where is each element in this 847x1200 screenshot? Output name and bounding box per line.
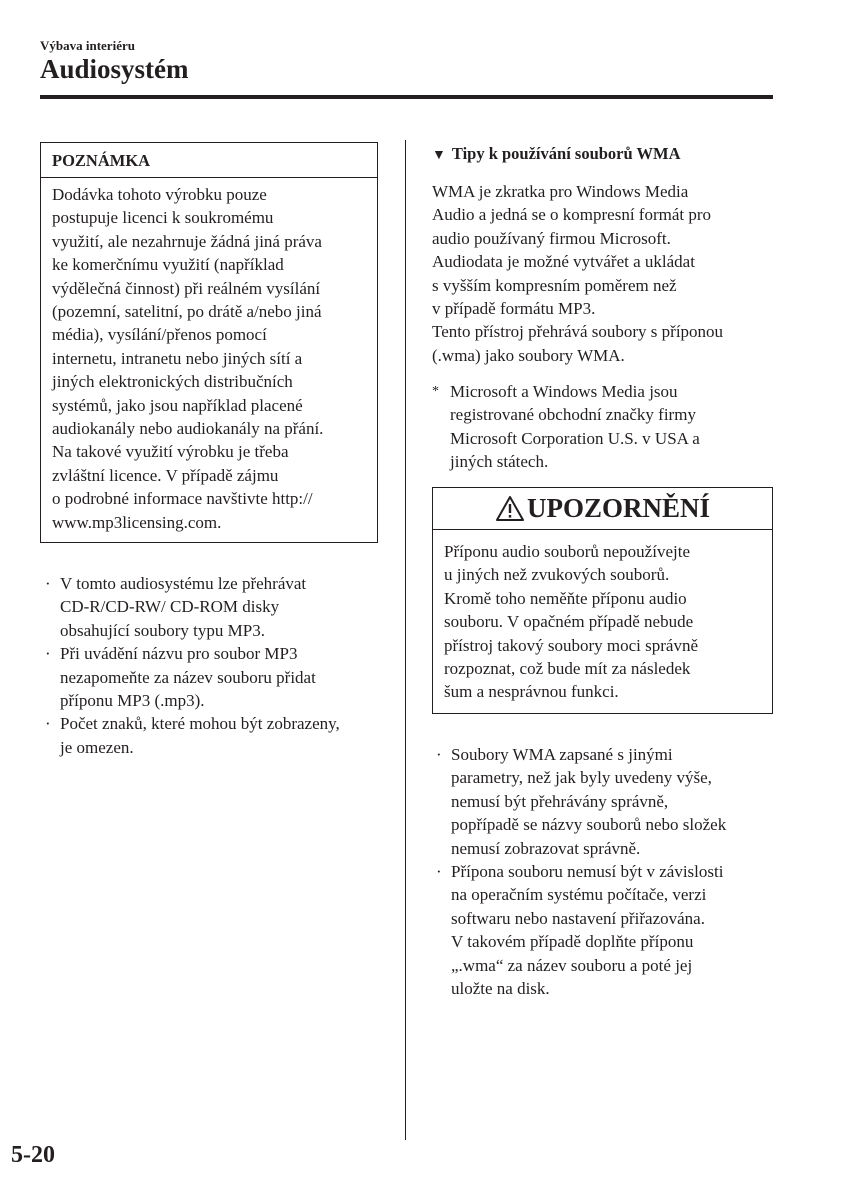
bullet-line: nemusí zobrazovat správně. [451,838,641,858]
footnote-line: jiných státech. [450,452,549,472]
bullet-line: V tomto audiosystému lze přehrávat [60,574,307,593]
tips-line: v případě formátu MP3. [432,299,596,319]
note-line: www.mp3licensing.com. [52,512,222,532]
list-item [42,572,387,642]
bullet-line: nezapomeňte za název souboru přidat [60,667,316,687]
note-heading: POZNÁMKA [41,143,377,178]
bullet-line: příponu MP3 (.mp3). [60,691,205,711]
bullet-line: Při uvádění názvu pro soubor MP3 [60,644,298,664]
list-item [433,743,778,860]
footnote-line: registrované obchodní značky firmy [450,405,696,425]
note-line: média), vysílání/přenos pomocí [52,325,267,345]
bullet-line: Počet znaků, které mohou být zobrazeny, [60,714,340,734]
note-line: ke komerčnímu využití (například [52,255,284,275]
footnote-line: Microsoft Corporation U.S. v USA a [450,428,700,448]
warning-line: šum a nesprávnou funkci. [444,682,619,702]
note-box [40,142,378,543]
warning-heading [433,488,772,530]
bullet-line: nemusí být přehrávány správně, [451,791,669,811]
warning-line: Kromě toho neměňte příponu audio [444,588,687,608]
title-rule [40,95,773,99]
note-line: (pozemní, satelitní, po drátě a/nebo jiná [52,302,322,322]
right-bullet-list [433,743,778,1000]
bullet-marker: · [45,574,51,593]
bullet-line: uložte na disk. [451,979,550,999]
warning-line: Příponu audio souborů nepoužívejte [444,542,690,561]
warning-line: přístroj takový soubory moci správně [444,635,699,655]
note-line: postupuje licenci k soukromému [52,208,274,228]
tips-line: Audiodata je možné vytvářet a ukládat [432,252,695,272]
list-item [42,712,387,759]
bullet-line: parametry, než jak byly uvedeny výše, [451,768,712,788]
note-line: audiokanály nebo audiokanály na přání. [52,419,324,439]
tips-text [432,180,782,367]
bullet-line: Soubory WMA zapsané s jinými [451,745,673,764]
bullet-marker: · [436,862,442,882]
list-item [433,860,778,1000]
bullet-line: CD-R/CD-RW/ CD-ROM disky [60,597,280,617]
bullet-line: Přípona souboru nemusí být v závislosti [451,862,724,882]
bullet-line: „.wma“ za název souboru a poté jej [451,955,693,975]
bullet-line: softwaru nebo nastavení přiřazována. [451,908,705,928]
tips-line: Tento přístroj přehrává soubory s příponou [432,322,724,342]
tips-line: s vyšším kompresním poměrem než [432,275,677,295]
note-line: jiných elektronických distribučních [52,372,293,392]
bullet-line: V takovém případě doplňte příponu [451,932,694,952]
asterisk-marker: * [432,384,439,399]
bullet-marker: · [45,644,51,664]
left-bullet-list [42,572,387,759]
note-line: využití, ale nezahrnuje žádná jiná práva [52,231,322,251]
warning-text [433,530,772,704]
note-line: Na takové využití výrobku je třeba [52,442,289,462]
column-divider [405,140,406,1140]
bullet-marker: · [436,745,442,764]
page-title: Audiosystém [40,54,189,84]
note-line: zvláštní licence. V případě zájmu [52,465,279,485]
bullet-marker: · [45,714,51,734]
warning-line: souboru. V opačném případě nebude [444,612,694,632]
bullet-line: popřípadě se názvy souborů nebo složek [451,815,727,835]
warning-box [432,487,773,714]
note-text [41,178,377,534]
bullet-line: na operačním systému počítače, verzi [451,885,707,905]
footnote-line: Microsoft a Windows Media jsou [450,382,678,401]
warning-line: u jiných než zvukových souborů. [444,565,670,585]
note-line: Dodávka tohoto výrobku pouze [52,185,267,204]
note-line: internetu, intranetu nebo jiných sítí a [52,348,303,368]
note-line: o podrobné informace navštivte http:// [52,489,313,509]
warning-triangle-icon [495,495,525,522]
tips-line: (.wma) jako soubory WMA. [432,345,625,365]
note-line: výdělečná činnost) při reálném vysílání [52,278,321,298]
list-item [42,642,387,712]
section-label: Výbava interiéru [40,38,135,53]
note-line: systémů, jako jsou například placené [52,395,303,415]
tips-heading [432,144,681,164]
warning-heading-text: UPOZORNĚNÍ [526,493,710,523]
tips-line: audio používaný firmou Microsoft. [432,228,671,248]
triangle-down-icon: ▼ [432,148,446,163]
tips-line: WMA je zkratka pro Windows Media [432,182,689,201]
tips-heading-text: Tipy k používání souborů WMA [451,144,681,163]
bullet-line: je omezen. [60,737,134,757]
warning-line: rozpoznat, což bude mít za následek [444,659,691,679]
page-number: 5-20 [11,1142,55,1168]
trademark-footnote [432,380,777,474]
tips-line: Audio a jedná se o kompresní formát pro [432,205,712,225]
bullet-line: obsahující soubory typu MP3. [60,620,265,640]
